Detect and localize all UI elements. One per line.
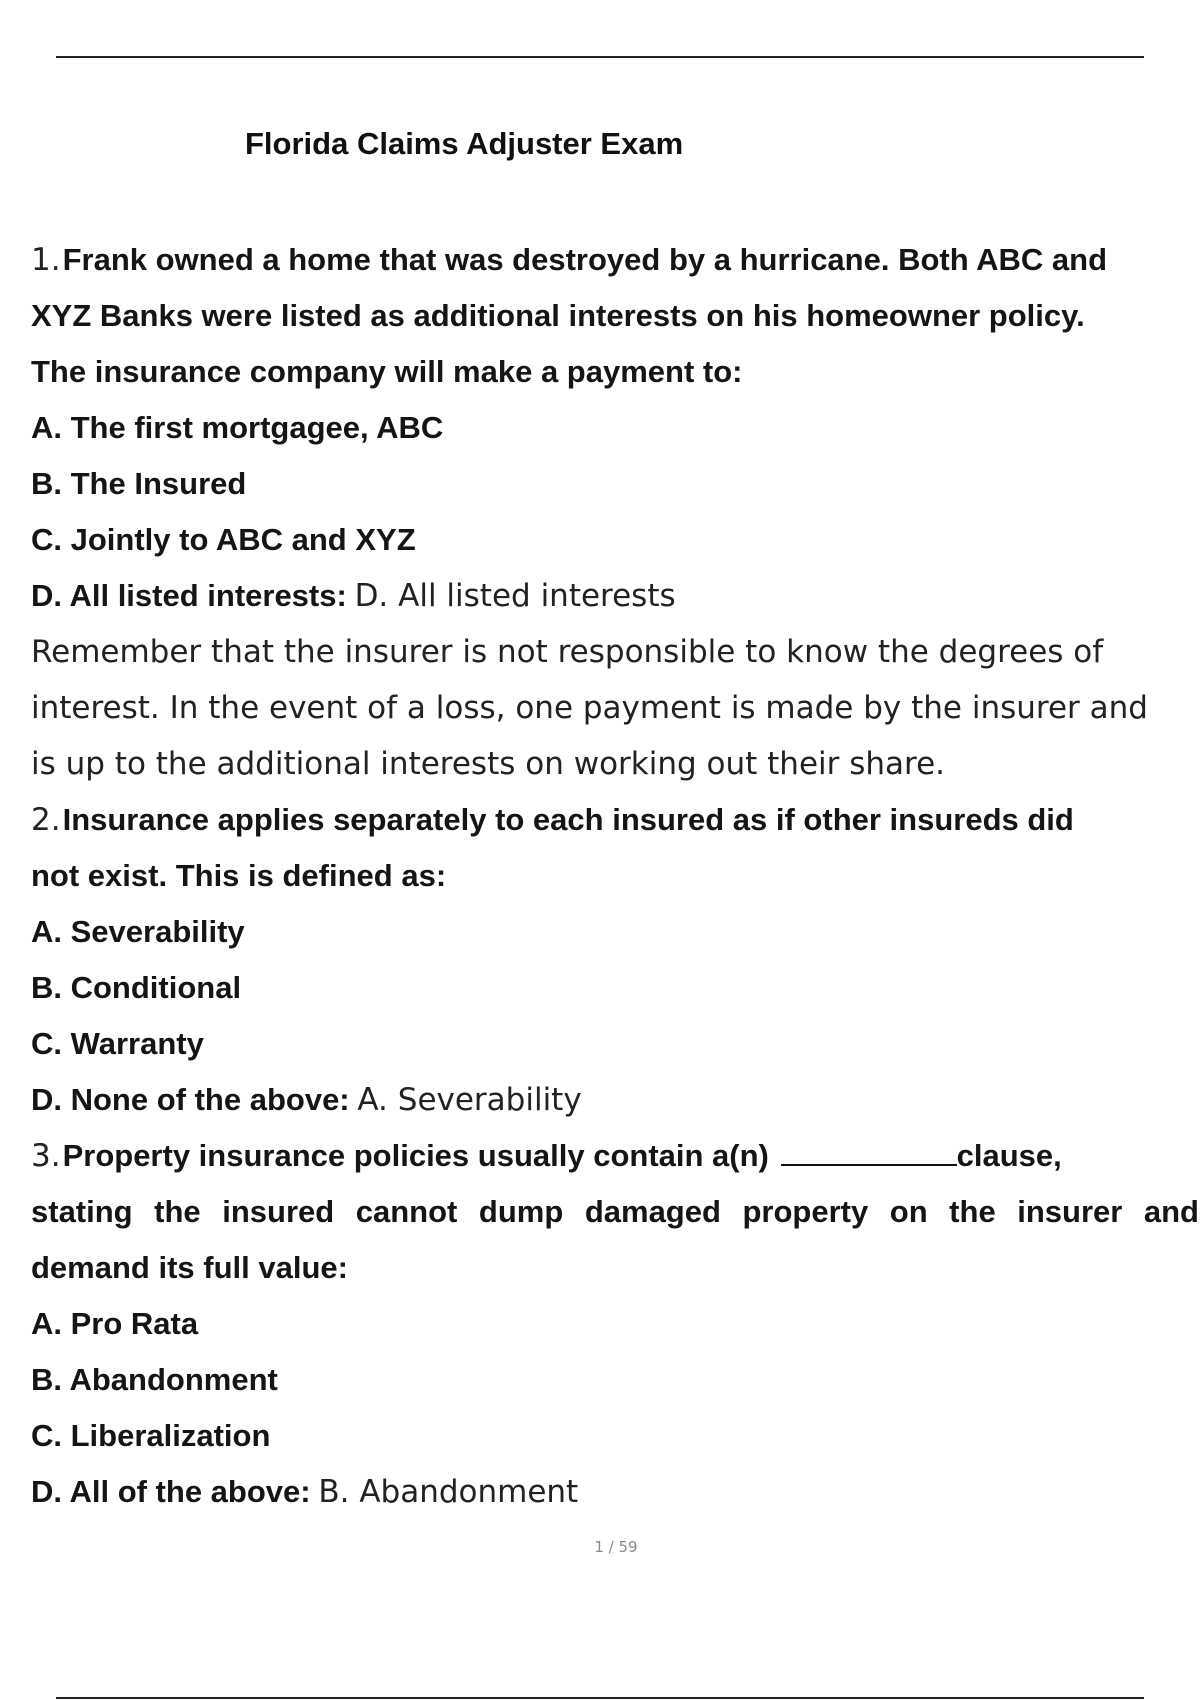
question-list: [31, 232, 1199, 1520]
question-number: 3.: [31, 1138, 61, 1174]
correct-answer: D. All listed interests: [354, 578, 676, 614]
question-text: Insurance applies separately to each insured as if other insureds did: [62, 802, 1074, 837]
question-2-stem: [31, 792, 1199, 848]
answer-option-c: C. Jointly to ABC and XYZ: [31, 522, 416, 557]
page-indicator: 1 / 59: [594, 1538, 638, 1556]
explanation-text: Remember that the insurer is not responsible to know the degrees of: [31, 634, 1104, 670]
answer-option-b: B. Conditional: [31, 970, 242, 1005]
correct-answer: A. Severability: [357, 1082, 582, 1118]
top-rule: [56, 56, 1144, 58]
answer-option-a: A. Pro Rata: [31, 1306, 199, 1341]
answer-option-d: D. All of the above:: [31, 1474, 311, 1509]
question-text: Property insurance policies usually contain a(n): [62, 1138, 769, 1173]
answer-option-c: C. Liberalization: [31, 1418, 271, 1453]
question-text: clause,: [956, 1138, 1062, 1173]
question-1-stem: [31, 232, 1199, 288]
question-text: demand its full value:: [31, 1250, 348, 1285]
question-3-stem: [31, 1128, 1199, 1184]
answer-option-b: B. Abandonment: [31, 1362, 278, 1397]
bottom-rule: [56, 1697, 1144, 1699]
question-text: The insurance company will make a payment to:: [31, 354, 743, 389]
answer-option-c: C. Warranty: [31, 1026, 204, 1061]
question-text: XYZ Banks were listed as additional interests on his homeowner policy.: [31, 298, 1085, 333]
question-text: not exist. This is defined as:: [31, 858, 447, 893]
answer-option-a: A. Severability: [31, 914, 245, 949]
answer-option-d: D. None of the above:: [31, 1082, 350, 1117]
question-number: 2.: [31, 802, 61, 838]
answer-option-a: A. The first mortgagee, ABC: [31, 410, 444, 445]
document-title: Florida Claims Adjuster Exam: [245, 126, 684, 161]
explanation-text: is up to the additional interests on working out their share.: [31, 746, 946, 782]
question-text: stating the insured cannot dump damaged property on the insurer and: [31, 1194, 1199, 1229]
answer-option-d: D. All listed interests:: [31, 578, 347, 613]
question-number: 1.: [31, 242, 61, 278]
answer-option-d-with-answer: [31, 568, 1199, 624]
answer-option-b: B. The Insured: [31, 466, 247, 501]
question-text: Frank owned a home that was destroyed by a hurricane. Both ABC and: [62, 242, 1108, 277]
correct-answer: B. Abandonment: [318, 1474, 579, 1510]
answer-option-d-with-answer: [31, 1464, 1199, 1520]
explanation-text: interest. In the event of a loss, one payment is made by the insurer and: [31, 690, 1148, 726]
fill-in-blank: [781, 1138, 957, 1166]
answer-option-d-with-answer: [31, 1072, 1199, 1128]
